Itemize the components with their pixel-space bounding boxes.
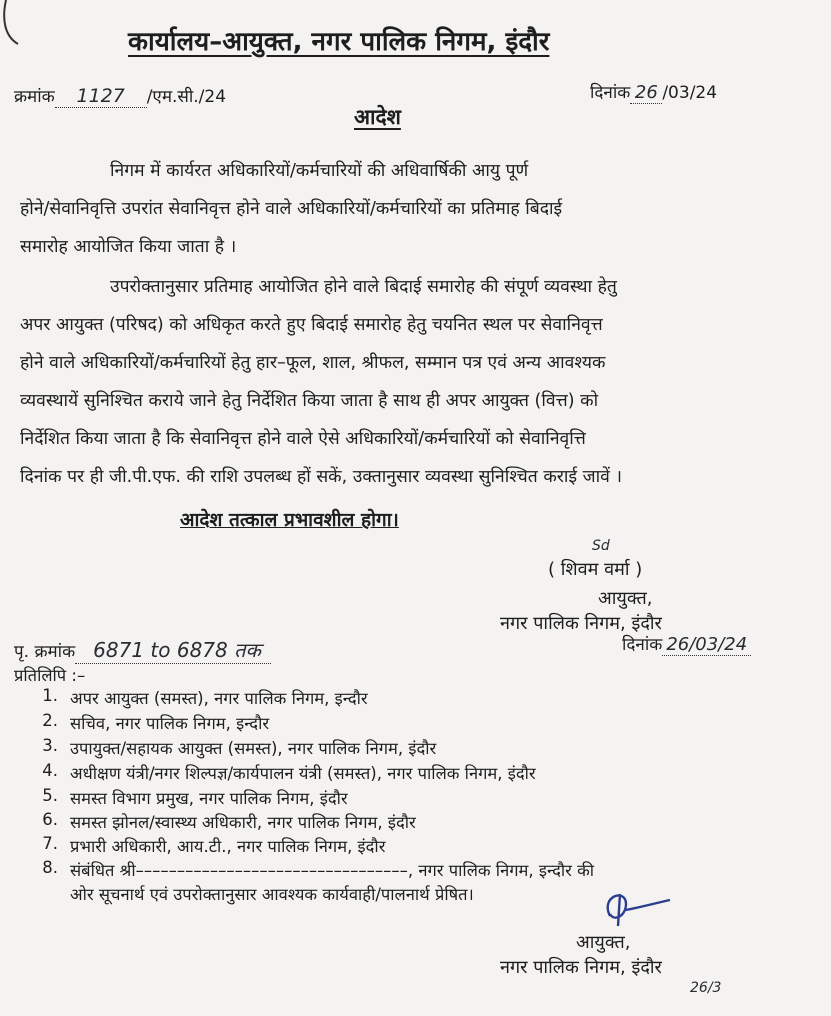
copy-number: 7. xyxy=(42,834,58,853)
effective-note: आदेश तत्काल प्रभावशील होगा। xyxy=(180,509,399,531)
date-line xyxy=(590,80,717,104)
final-designation: आयुक्त, xyxy=(576,932,631,953)
paragraph-line: निर्देशित किया जाता है कि सेवानिवृत्त होने वाले ऐसे अधिकारियों/कर्मचारियों को सेवानिवृत्ति xyxy=(20,429,586,449)
paragraph-line: व्यवस्थायें सुनिश्चित कराये जाने हेतु निर्देशित किया जाता है साथ ही अपर आयुक्त (वित्त) को xyxy=(20,391,599,411)
ref-suffix: /एम.सी./24 xyxy=(146,87,227,107)
copy-item: उपायुक्त/सहायक आयुक्त (समस्त), नगर पालिक निगम, इंदौर xyxy=(70,739,437,758)
copy-item-continuation: ओर सूचनार्थ एवं उपरोक्तानुसार आवश्यक कार्यवाही/पालनार्थ प्रेषित। xyxy=(70,885,474,904)
endorsement-date xyxy=(622,632,751,656)
signatory-designation: आयुक्त, xyxy=(598,588,653,609)
signatory-name: ( शिवम वर्मा ) xyxy=(548,559,643,580)
office-title: कार्यालय–आयुक्त, नगर पालिक निगम, इंदौर xyxy=(128,27,550,57)
final-office: नगर पालिक निगम, इंदौर xyxy=(500,957,662,978)
date-label: दिनांक xyxy=(590,83,631,103)
sd-mark: Sd xyxy=(592,538,610,554)
order-heading: आदेश xyxy=(354,105,401,129)
scan-mark-icon xyxy=(0,0,30,50)
ref-line xyxy=(14,84,226,108)
endorsement-date-value: 26/03/24 xyxy=(662,634,751,656)
copy-label: प्रतिलिपि :– xyxy=(14,666,86,685)
endorsement-ref xyxy=(14,636,271,664)
date-rest: /03/24 xyxy=(662,83,718,103)
copy-number: 2. xyxy=(42,711,58,730)
ref-number: 1127 xyxy=(55,85,147,108)
date-day: 26 xyxy=(630,82,662,104)
signature-scribble-icon xyxy=(596,886,676,936)
copy-number: 4. xyxy=(42,761,58,780)
copy-item: समस्त विभाग प्रमुख, नगर पालिक निगम, इंदौर xyxy=(70,789,348,808)
paragraph-line: अपर आयुक्त (परिषद) को अधिकृत करते हुए बिदाई समारोह हेतु चयनित स्थल पर सेवानिवृत्त xyxy=(20,315,603,335)
endorsement-date-label: दिनांक xyxy=(622,635,663,655)
ref-label: क्रमांक xyxy=(14,87,55,107)
paragraph-line: निगम में कार्यरत अधिकारियों/कर्मचारियों की अधिवार्षिकी आयु पूर्ण xyxy=(110,161,529,181)
endorsement-ref-label: पृ. क्रमांक xyxy=(14,642,76,662)
initials: 26/3 xyxy=(690,980,722,996)
copy-item: सचिव, नगर पालिक निगम, इन्दौर xyxy=(70,714,270,733)
copy-item: प्रभारी अधिकारी, आय.टी., नगर पालिक निगम, इंदौर xyxy=(70,837,386,856)
paragraph-line: होने वाले अधिकारियों/कर्मचारियों हेतु हार–फूल, शाल, श्रीफल, सम्मान पत्र एवं अन्य आवश्यक xyxy=(20,353,606,373)
signatory-office: नगर पालिक निगम, इंदौर xyxy=(500,613,662,634)
copy-number: 8. xyxy=(42,858,58,877)
endorsement-ref-number: 6871 to 6878 तक xyxy=(75,636,271,664)
paragraph-line: समारोह आयोजित किया जाता है । xyxy=(20,237,237,257)
copy-item: संबंधित श्री–––––––––––––––––––––––––––––––––, नगर पालिक निगम, इन्दौर की xyxy=(70,861,595,880)
copy-item: अधीक्षण यंत्री/नगर शिल्पज्ञ/कार्यपालन यंत्री (समस्त), नगर पालिक निगम, इंदौर xyxy=(70,764,536,783)
copy-number: 6. xyxy=(42,810,58,829)
copy-number: 3. xyxy=(42,736,58,755)
paragraph-line: होने/सेवानिवृत्ति उपरांत सेवानिवृत्त होने वाले अधिकारियों/कर्मचारियों का प्रतिमाह बिदाई xyxy=(20,199,563,219)
copy-item: समस्त झोनल/स्वास्थ्य अधिकारी, नगर पालिक निगम, इंदौर xyxy=(70,813,416,832)
copy-number: 5. xyxy=(42,786,58,805)
paragraph-2 xyxy=(20,268,772,496)
paragraph-line: दिनांक पर ही जी.पी.एफ. की राशि उपलब्ध हों सकें, उक्तानुसार व्यवस्था सुनिश्चित कराई जावें । xyxy=(20,467,623,487)
copy-item: अपर आयुक्त (समस्त), नगर पालिक निगम, इन्दौर xyxy=(70,689,368,708)
paragraph-line: उपरोक्तानुसार प्रतिमाह आयोजित होने वाले बिदाई समारोह की संपूर्ण व्यवस्था हेतु xyxy=(110,277,617,297)
copy-number: 1. xyxy=(42,686,58,705)
paragraph-1 xyxy=(20,152,772,266)
